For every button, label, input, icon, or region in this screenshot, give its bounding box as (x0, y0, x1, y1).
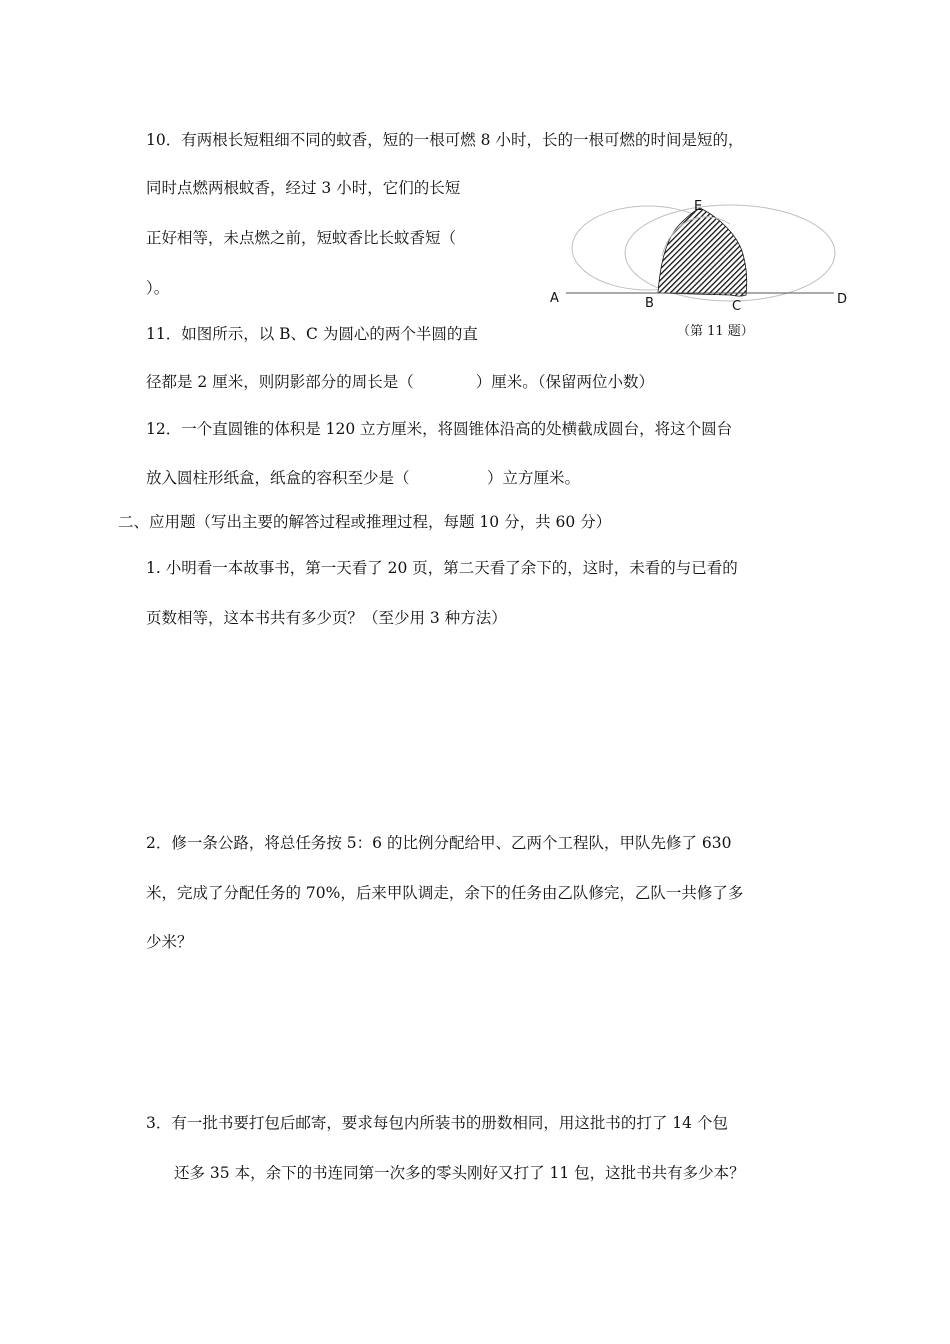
problem3-line1: 3．有一批书要打包后邮寄，要求每包内所装书的册数相同，用这批书的打了 14 个包 (146, 1114, 728, 1132)
label-b: B (645, 296, 654, 311)
q12-line1: 12．一个直圆锥的体积是 120 立方厘米，将圆锥体沿高的处横截成圆台，将这个圆台 (146, 420, 733, 438)
q10-line1: 10．有两根长短粗细不同的蚊香，短的一根可燃 8 小时，长的一根可燃的时间是短的， (146, 131, 744, 149)
q11-line2: 径都是 2 厘米，则阴影部分的周长是（ ）厘米。（保留两位小数） (146, 373, 654, 391)
figure-caption: （第 11 题） (677, 324, 754, 339)
problem1-line2: 页数相等，这本书共有多少页？（至少用 3 种方法） (146, 609, 507, 627)
q10-line4: ）。 (146, 279, 170, 297)
problem2-line2: 米，完成了分配任务的 70%，后来甲队调走，余下的任务由乙队修完，乙队一共修了多 (146, 884, 744, 902)
problem1-line1: 1. 小明看一本故事书，第一天看了 20 页，第二天看了余下的，这时，未看的与已看的 (146, 559, 738, 577)
problem2-line1: 2．修一条公路，将总任务按 5：6 的比例分配给甲、乙两个工程队，甲队先修了 630 (146, 834, 732, 852)
q12-line2: 放入圆柱形纸盒，纸盒的容积至少是（ ）立方厘米。 (146, 469, 581, 487)
problem2-line3: 少米？ (146, 933, 193, 951)
q11-line1: 11．如图所示，以 B、C 为圆心的两个半圆的直 (146, 325, 478, 343)
problem3-line2: 还多 35 本，余下的书连同第一次多的零头刚好又打了 11 包，这批书共有多少本？ (174, 1164, 745, 1182)
label-c: C (732, 299, 742, 314)
shaded-region (658, 208, 747, 296)
label-a: A (550, 291, 559, 306)
q11-figure (540, 196, 860, 346)
section2-heading: 二、应用题（写出主要的解答过程或推理过程，每题 10 分，共 60 分） (118, 513, 612, 531)
q10-line3: 正好相等，未点燃之前，短蚊香比长蚊香短（ (146, 229, 457, 247)
label-e: E (694, 199, 703, 214)
label-d: D (837, 292, 848, 307)
q10-line2: 同时点燃两根蚊香，经过 3 小时，它们的长短 (146, 179, 461, 197)
